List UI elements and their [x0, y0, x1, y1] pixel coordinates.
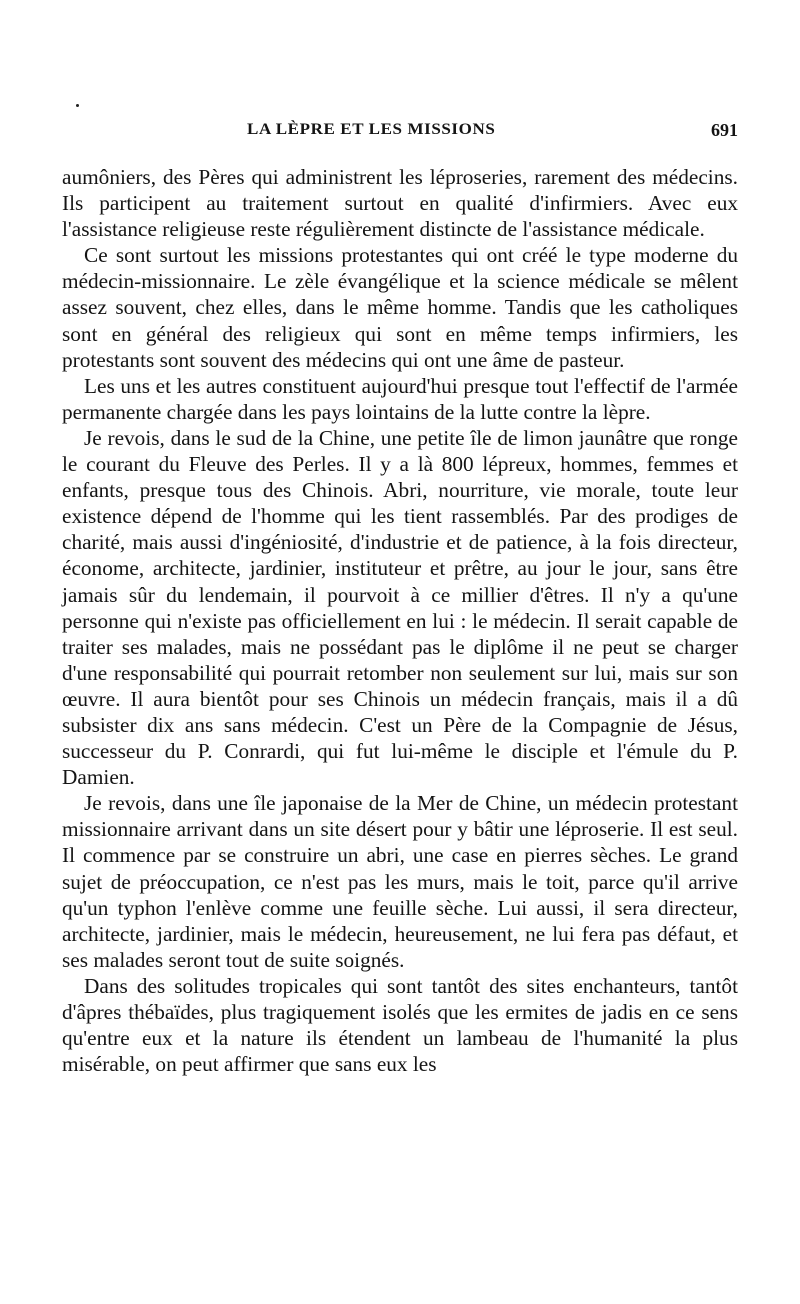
- paragraph: Les uns et les autres constituent aujourd'hui presque tout l'effectif de l'armée permanente chargée dans les pays lointains de la lutte contre la lèpre.: [62, 373, 738, 424]
- paragraph: Je revois, dans une île japonaise de la Mer de Chine, un médecin protestant missionnaire arrivant dans un site désert pour y bâtir une léproserie. Il est seul. Il commence par se construire un abri, une case en pierres sèches. Le grand sujet de préoccupation, ce n'est pas les murs, mais le toit, parce qu'il arrive qu'un typhon l'enlève comme une feuille sèche. Lui aussi, il sera directeur, architecte, jardinier, mais le médecin, heureusement, ne lui fera pas défaut, et ses malades seront tout de suite soignés.: [62, 791, 738, 972]
- paragraph-continued: aumôniers, des Pères qui administrent les léproseries, rarement des médecins. Ils participent au traitement surtout en qualité d'infirmiers. Avec eux l'assistance religieuse reste régulièrement distincte de l'assistance médicale.: [62, 165, 738, 242]
- page-number: 691: [711, 120, 738, 140]
- paragraph: Je revois, dans le sud de la Chine, une petite île de limon jaunâtre que ronge le courant du Fleuve des Perles. Il y a là 800 lépreux, hommes, femmes et enfants, presque tous des Chinois. Abri, nourriture, vie morale, toute leur existence dépend de l'homme qui les tient rassemblés. Par des prodiges de charité, mais aussi d'ingéniosité, d'industrie et de patience, à la fois directeur, économe, architecte, jardinier, instituteur et prêtre, au jour le jour, sans être jamais sûr du lendemain, il pourvoit à ce millier d'êtres. Il n'y a qu'une personne qui n'existe pas officiellement en lui : le médecin. Il serait capable de traiter ses malades, mais ne possédant pas le diplôme il ne peut se charger d'une responsabilité qui pourrait retomber non seulement sur lui, mais sur son œuvre. Il aura bientôt pour ses Chinois un médecin français, mais il a dû subsister dix ans sans médecin. C'est un Père de la Compagnie de Jésus, successeur du P. Conrardi, qui fut lui-même le disciple et l'émule du P. Damien.: [62, 425, 738, 790]
- running-title: LA LÈPRE ET LES MISSIONS: [247, 120, 496, 138]
- print-speck: [76, 104, 79, 107]
- paragraph: Dans des solitudes tropicales qui sont tantôt des sites enchanteurs, tantôt d'âpres thébaïdes, plus tragiquement isolés que les ermites de jadis en ce sens qu'entre eux et la nature ils étendent un lambeau de l'humanité la plus misérable, on peut affirmer que sans eux les: [62, 973, 738, 1077]
- paragraph: Ce sont surtout les missions protestantes qui ont créé le type moderne du médecin-missionnaire. Le zèle évangélique et la science médicale se mêlent assez souvent, chez elles, dans le même homme. Tandis que les catholiques sont en général des religieux qui sont en même temps infirmiers, les protestants sont souvent des médecins qui ont une âme de pasteur.: [62, 243, 738, 372]
- body-text: [62, 164, 738, 1077]
- running-header: [62, 120, 738, 144]
